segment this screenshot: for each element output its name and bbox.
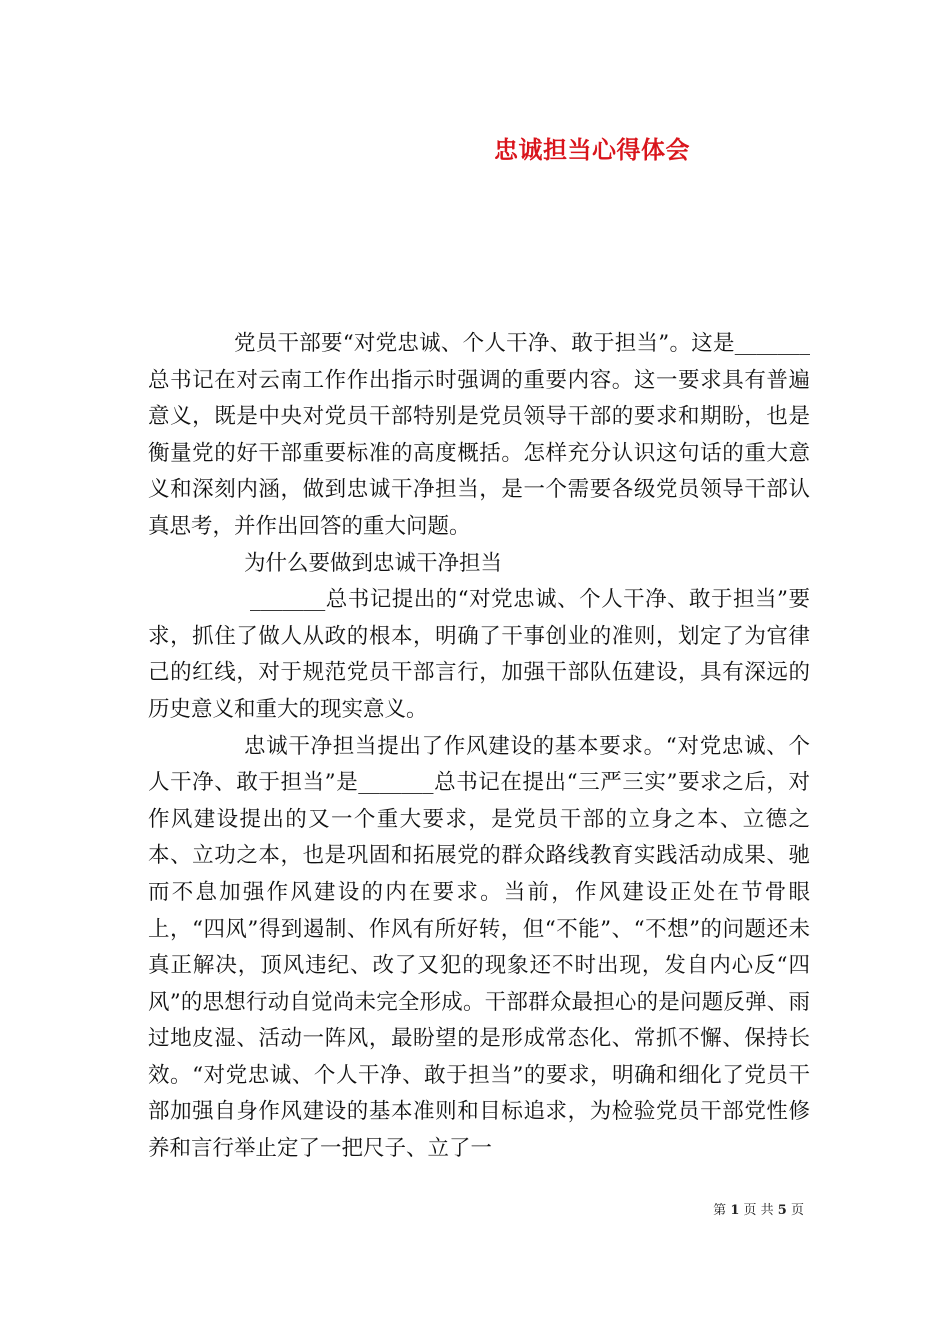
total-page-number: 5 bbox=[777, 1203, 787, 1218]
paragraph-intro: 党员干部要“对党忠诚、个人干净、敢于担当”。这是_______总书记在对云南工作作出指示时强调的重要内容。这一要求具有普遍意义，既是中央对党员干部特别是党员领导干部的要求和期盼，也是衡量党的好干部重要标准的高度概括。怎样充分认识这句话的重大意义和深刻内涵，做到忠诚干净担当，是一个需要各级党员领导干部认真思考，并作出回答的重大问题。 bbox=[148, 331, 810, 539]
document-body bbox=[148, 326, 810, 1168]
current-page-number: 1 bbox=[730, 1203, 740, 1218]
document-title: 忠诚担当心得体会 bbox=[494, 135, 690, 164]
paragraph-significance: _______总书记提出的“对党忠诚、个人干净、敢于担当”要求，抓住了做人从政的根本，明确了干事创业的准则，划定了为官律己的红线，对于规范党员干部言行，加强干部队伍建设，具有深远的历史意义和重大的现实意义。 bbox=[148, 587, 810, 722]
footer-prefix: 第 bbox=[713, 1203, 727, 1218]
section-heading: 为什么要做到忠诚干净担当 bbox=[244, 550, 503, 576]
page-footer bbox=[713, 1203, 804, 1219]
footer-suffix: 页 bbox=[790, 1203, 804, 1218]
paragraph-style-building: 忠诚干净担当提出了作风建设的基本要求。“对党忠诚、个人干净、敢于担当”是_______总书记在提出“三严三实”要求之后，对作风建设提出的又一个重大要求，是党员干部的立身之本、立德之本、立功之本，也是巩固和拓展党的群众路线教育实践活动成果、驰而不息加强作风建设的内在要求。当前，作风建设正处在节骨眼上，“四风”得到遏制、作风有所好转，但“不能”、“不想”的问题还未真正解决，顶风违纪、改了又犯的现象还不时出现，发自内心反“四风”的思想行动自觉尚未完全形成。干部群众最担心的是问题反弹、雨过地皮湿、活动一阵风，最盼望的是形成常态化、常抓不懈、保持长效。“对党忠诚、个人干净、敢于担当”的要求，明确和细化了党员干部加强自身作风建设的基本准则和目标追求，为检验党员干部党性修养和言行举止定了一把尺子、立了一 bbox=[148, 733, 810, 1162]
footer-middle: 页 共 bbox=[743, 1203, 774, 1218]
